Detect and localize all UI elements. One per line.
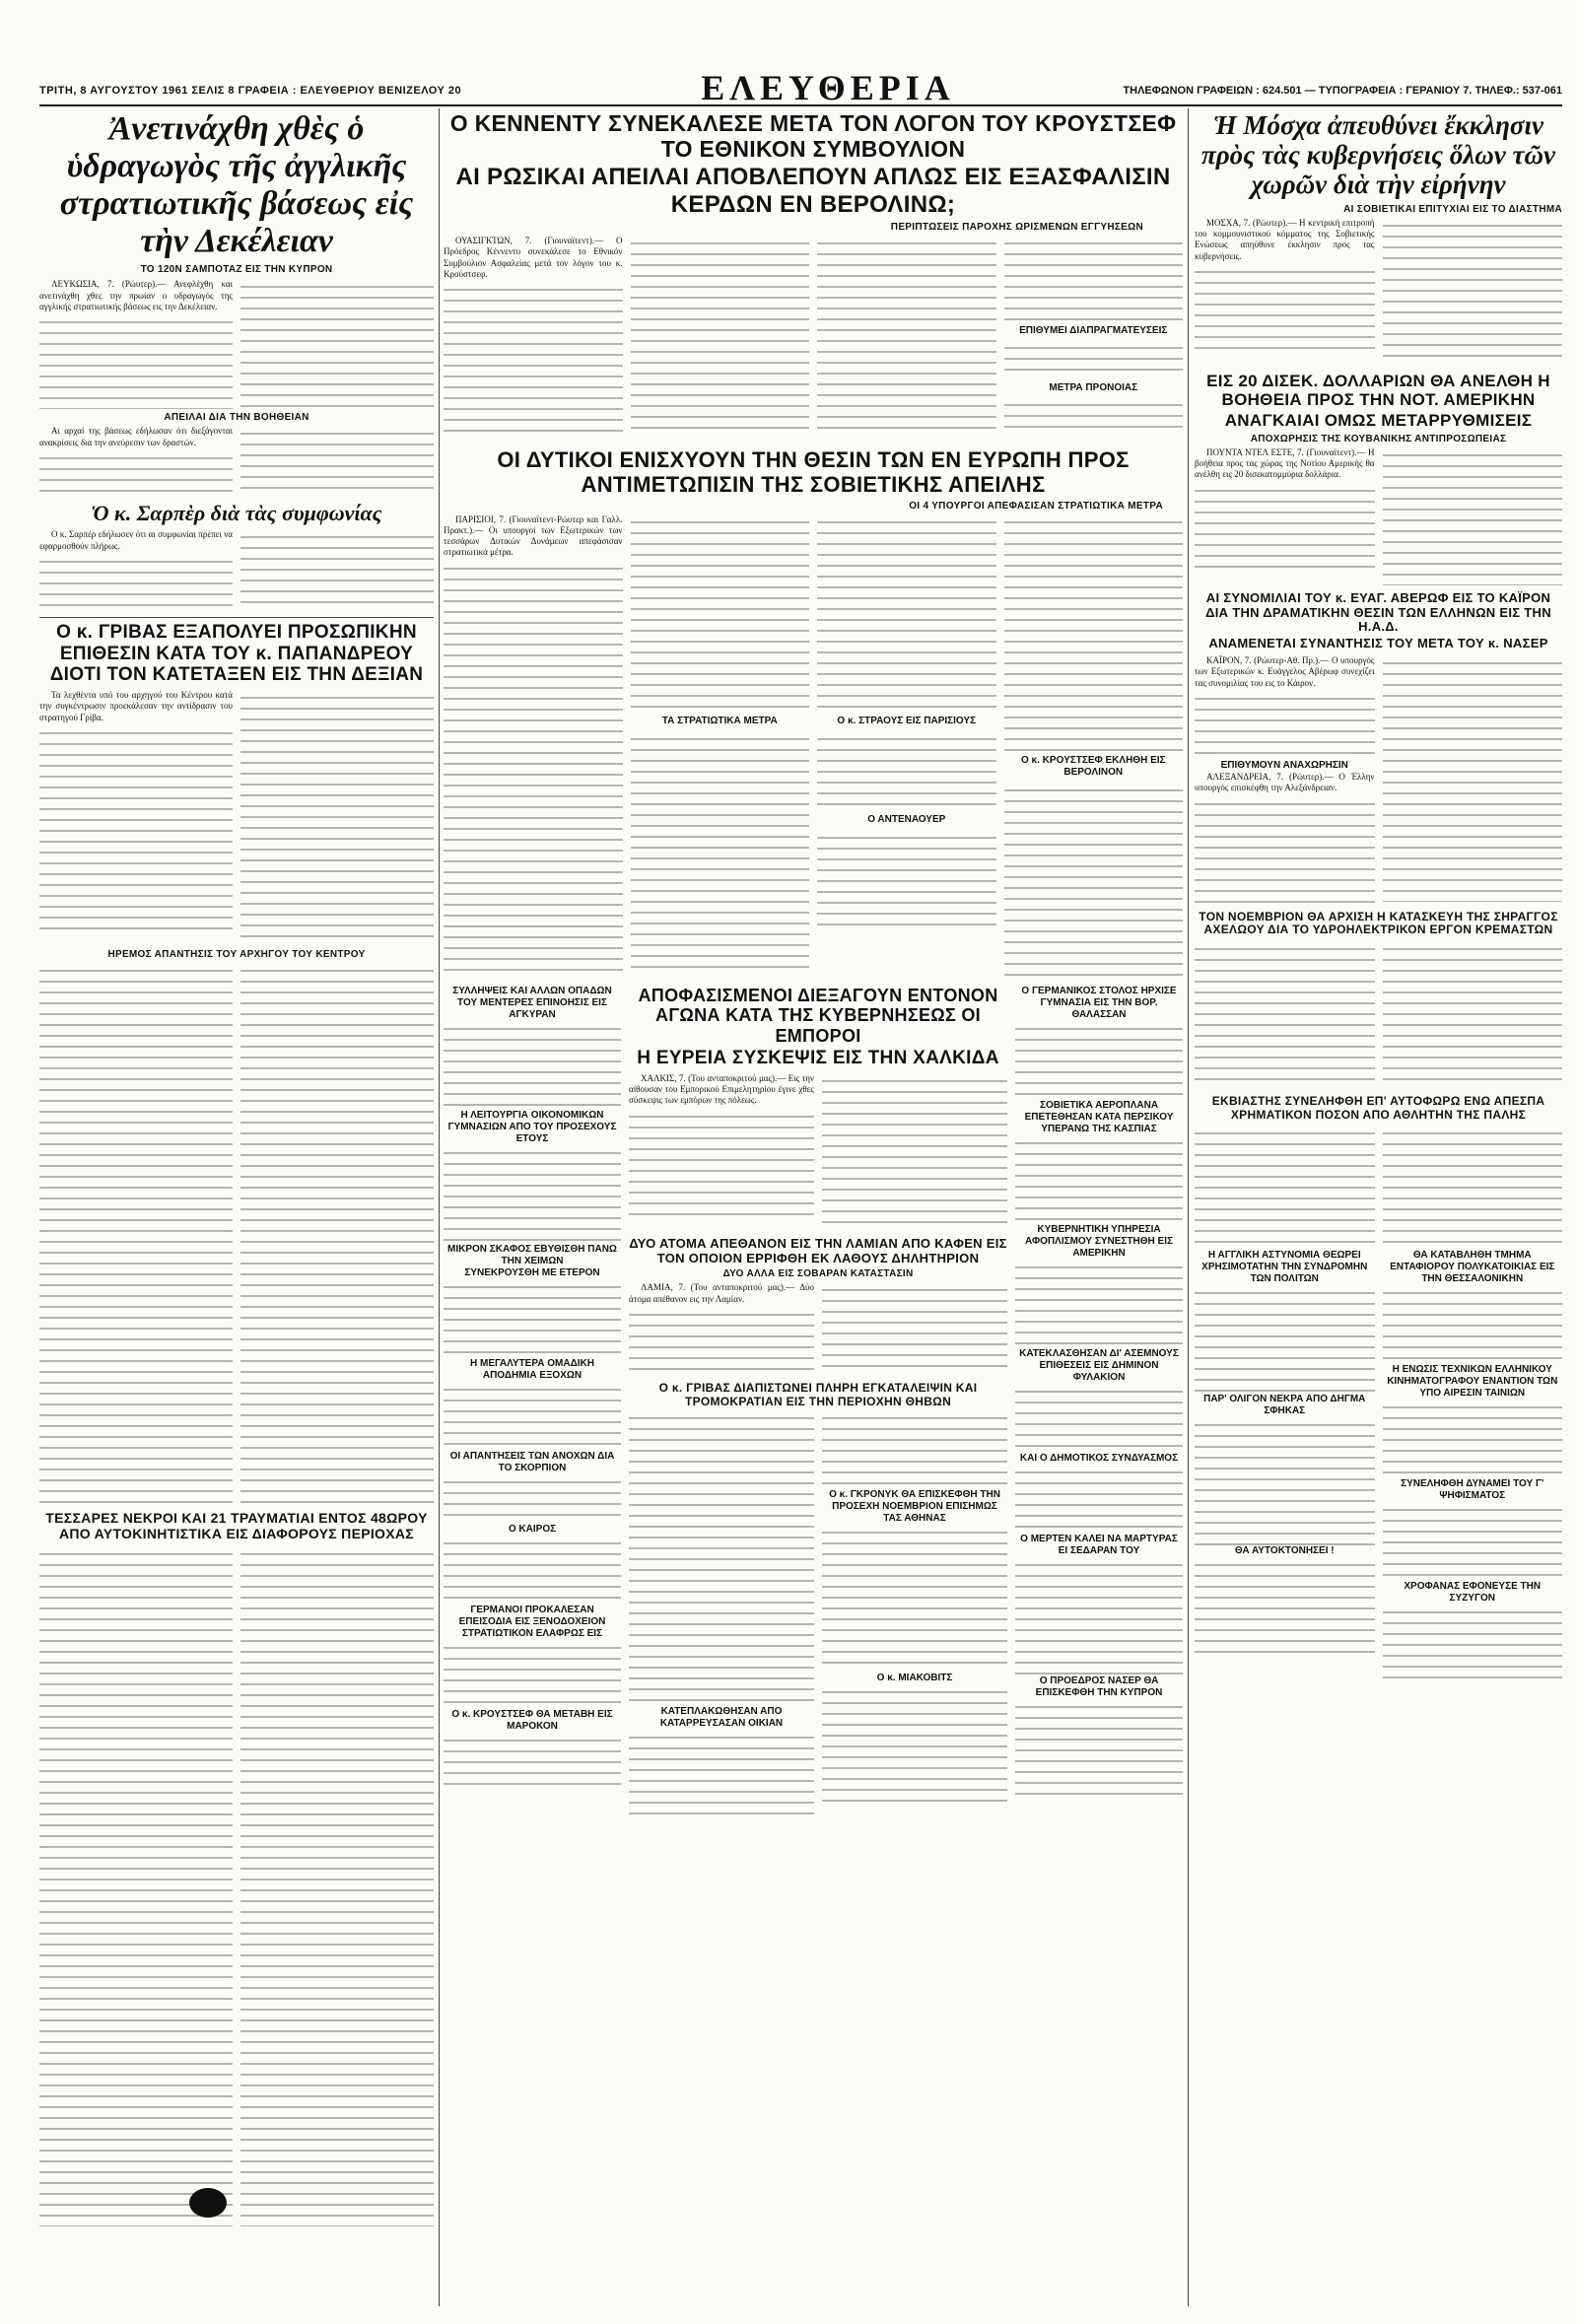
headline-road-accidents: ΤΕΣΣΑΡΕΣ ΝΕΚΡΟΙ ΚΑΙ 21 ΤΡΑΥΜΑΤΙΑΙ ΕΝΤΟΣ 48ΩΡΟΥ ΑΠΟ ΑΥΤΟΚΙΝΗΤΙΣΤΙΚΑ ΕΙΣ ΔΙΑΦΟΡΟΥΣ ΠΕΡΙΟΧΑΣ — [45, 1509, 428, 1541]
headline-acheloos-tunnel: ΤΟΝ ΝΟΕΜΒΡΙΟΝ ΘΑ ΑΡΧΙΣΗ Η ΚΑΤΑΣΚΕΥΗ ΤΗΣ ΣΗΡΑΓΓΟΣ ΑΧΕΛΩΟΥ ΔΙΑ ΤΟ ΥΔΡΟΗΛΕΚΤΡΙΚΟΝ ΕΡΓΟΝ ΚΡΕΜΑΣΤΩΝ — [1199, 909, 1558, 937]
subhead-sabotage: ΤΟ 120Ν ΣΑΜΠΟΤΑΖ ΕΙΣ ΤΗΝ ΚΥΠΡΟΝ — [140, 264, 333, 276]
subhead-adenauer: Ο ΑΝΤΕΝΑΟΥΕΡ — [867, 813, 946, 825]
headline-reforms: ΑΝΑΓΚΑΙΑΙ ΟΜΩΣ ΜΕΤΑΡΡΥΘΜΙΣΕΙΣ — [1224, 411, 1533, 431]
subhead-talks: ΕΠΙΘΥΜΕΙ ΔΙΑΠΡΑΓΜΑΤΕΥΣΕΙΣ — [1019, 325, 1168, 337]
headline-will-kill-self: ΘΑ ΑΥΤΟΚΤΟΝΗΣΕΙ ! — [1234, 1545, 1335, 1557]
headline-mijakovic: Ο κ. ΜΙΑΚΟΒΙΤΣ — [876, 1673, 953, 1684]
headline-wasp-sting: ΠΑΡ' ΟΛΙΓΟΝ ΝΕΚΡΑ ΑΠΟ ΔΗΓΜΑ ΣΦΗΚΑΣ — [1203, 1394, 1366, 1417]
subhead-cuban-walkout: ΑΠΟΧΩΡΗΣΙΣ ΤΗΣ ΚΟΥΒΑΝΙΚΗΣ ΑΝΤΙΠΡΟΣΩΠΕΙΑΣ — [1250, 433, 1507, 444]
ink-blot — [189, 2188, 227, 2218]
subhead-military-measures: ΤΑ ΣΤΡΑΤΙΩΤΙΚΑ ΜΕΤΡΑ — [661, 715, 778, 726]
subhead-departure: ΕΠΙΘΥΜΟΥΝ ΑΝΑΧΩΡΗΣΙΝ — [1220, 759, 1348, 771]
subhead-khrushchev-berlin: Ο κ. ΚΡΟΥΣΤΣΕΦ ΕΚΛΗΘΗ ΕΙΣ ΒΕΡΟΛΙΝΟΝ — [1020, 754, 1166, 778]
headline-western-europe: ΟΙ ΔΥΤΙΚΟΙ ΕΝΙΣΧΥΟΥΝ ΤΗΝ ΘΕΣΙΝ ΤΩΝ ΕΝ ΕΥΡΩΠΗ ΠΡΟΣ ΑΝΤΙΜΕΤΩΠΙΣΙΝ ΤΗΣ ΣΟΒΙΕΤΙΚΗΣ ΑΠΕΙΛΗΣ — [497, 447, 1130, 498]
headline-averoff-cairo: ΑΙ ΣΥΝΟΜΙΛΙΑΙ ΤΟΥ κ. ΕΥΑΓ. ΑΒΕΡΩΦ ΕΙΣ ΤΟ ΚΑΪΡΟΝ ΔΙΑ ΤΗΝ ΔΡΑΜΑΤΙΚΗΝ ΘΕΣΙΝ ΤΩΝ ΕΛΛΗΝΩΝ ΕΙΣ ΤΗΝ Η.Α.Δ. — [1205, 589, 1551, 635]
headline-moscow-appeal: Ἡ Μόσχα ἀπευθύνει ἔκκλησιν πρὸς τὰς κυβερνήσεις ὅλων τῶν χωρῶν διὰ τὴν εἰρήνην — [1201, 110, 1555, 200]
article-paragraph: Ο κ. Σαρπέρ εδήλωσεν ότι αι συμφωνίαι πρέπει να εφαρμοσθούν πλήρως. — [39, 529, 233, 551]
headline-dekeleia: Ἀνετινάχθη χθὲς ὁ ὑδραγωγὸς τῆς ἀγγλικῆς στρατιωτικῆς βάσεως εἰς τὴν Δεκέλειαν — [59, 110, 414, 260]
subhead-guarantees: ΠΕΡΙΠΤΩΣΕΙΣ ΠΑΡΟΧΗΣ ΩΡΙΣΜΕΝΩΝ ΕΓΓΥΗΣΕΩΝ — [890, 222, 1143, 234]
headline-nasser-cyprus: Ο ΠΡΟΕΔΡΟΣ ΝΑΣΕΡ ΘΑ ΕΠΙΣΚΕΦΘΗ ΤΗΝ ΚΥΠΡΟΝ — [1035, 1675, 1163, 1698]
article-paragraph: ΟΥΑΣΙΓΚΤΩΝ, 7. (Γιουναϊτεντ).— Ο Πρόεδρος Κέννεντυ συνεκάλεσε το Εθνικόν Συμβούλιον Ασφαλείας μετά τον λόγον του κ. Κρούστσεφ. — [444, 236, 623, 280]
subhead-center-leader: ΗΡΕΜΟΣ ΑΠΑΝΤΗΣΙΣ ΤΟΥ ΑΡΧΗΓΟΥ ΤΟΥ ΚΕΝΤΡΟΥ — [107, 948, 366, 960]
headline-disarmament-agency: ΚΥΒΕΡΝΗΤΙΚΗ ΥΠΗΡΕΣΙΑ ΑΦΟΠΛΙΣΜΟΥ ΣΥΝΕΣΤΗΘΗ ΕΙΣ ΑΜΕΡΙΚΗΝ — [1024, 1223, 1173, 1259]
headline-nasser-meeting: ΑΝΑΜΕΝΕΤΑΙ ΣΥΝΑΝΤΗΣΙΣ ΤΟΥ ΜΕΤΑ ΤΟΥ κ. ΝΑΣΕΡ — [1208, 636, 1548, 651]
subhead-strauss: Ο κ. ΣΤΡΑΟΥΣ ΕΙΣ ΠΑΡΙΣΙΟΥΣ — [837, 715, 977, 726]
article-paragraph: ΑΛΕΞΑΝΔΡΕΙΑ, 7. (Ρώυτερ).— Ο Έλλην υπουργός επισκέφθη την Αλεξάνδρειαν. — [1195, 771, 1375, 793]
headline-merchants: ΑΠΟΦΑΣΙΣΜΕΝΟΙ ΔΙΕΞΑΓΟΥΝ ΕΝΤΟΝΟΝ ΑΓΩΝΑ ΚΑΤΑ ΤΗΣ ΚΥΒΕΡΝΗΣΕΩΣ ΟΙ ΕΜΠΟΡΟΙ — [638, 985, 998, 1046]
headline-grivas: Ο κ. ΓΡΙΒΑΣ ΕΞΑΠΟΛΥΕΙ ΠΡΟΣΩΠΙΚΗΝ ΕΠΙΘΕΣΙΝ ΚΑΤΑ ΤΟΥ κ. ΠΑΠΑΝΔΡΕΟΥ ΔΙΟΤΙ ΤΟΝ ΚΑΤΕΤΑΞΕΝ ΕΙΣ ΤΗΝ ΔΕΞΙΑΝ — [49, 622, 424, 686]
headline-arrested-decree: ΣΥΝΕΛΗΦΘΗ ΔΥΝΑΜΕΙ ΤΟΥ Γ' ΨΗΦΙΣΜΑΤΟΣ — [1401, 1478, 1544, 1502]
subhead-4-ministers: ΟΙ 4 ΥΠΟΥΡΓΟΙ ΑΠΕΦΑΣΙΣΑΝ ΣΤΡΑΤΙΩΤΙΚΑ ΜΕΤΡΑ — [909, 500, 1163, 512]
center-column — [444, 110, 1183, 2308]
headline-municipal: ΚΑΙ Ο ΔΗΜΟΤΙΚΟΣ ΣΥΝΔΥΑΣΜΟΣ — [1019, 1452, 1179, 1464]
article-paragraph: ΛΕΥΚΩΣΙΑ, 7. (Ρώυτερ).— Ανεφλέχθη και ανετινάχθη χθες την πρωίαν ο υδραγωγός της αγγλικής στρατιωτικής βάσεως εις την Δεκέλειαν. — [39, 279, 233, 311]
subhead-two-serious: ΔΥΟ ΑΛΛΑ ΕΙΣ ΣΟΒΑΡΑΝ ΚΑΤΑΣΤΑΣΙΝ — [722, 1268, 914, 1280]
article-paragraph: ΜΟΣΧΑ, 7. (Ρώυτερ).— Η κεντρική επιτροπή του κομμουνιστικού κόμματος της Σοβιετικής Ενώσεως απηύθυνε έκκλησιν προς τας κυβερνήσεις. — [1195, 217, 1375, 261]
headline-merten: Ο ΜΕΡΤΕΝ ΚΑΛΕΙ ΝΑ ΜΑΡΤΥΡΑΣ ΕΙ ΣΕΔΑΡΑΝ ΤΟΥ — [1020, 1533, 1178, 1556]
newspaper-title: ΕΛΕΥΘΕΡΙΑ — [701, 68, 955, 107]
column-divider — [439, 108, 440, 2306]
headline-collapsed-house: ΚΑΤΕΠΛΑΚΩΘΗΣΑΝ ΑΠΟ ΚΑΤΑΡΡΕΥΣΑΣΑΝ ΟΙΚΙΑΝ — [659, 1706, 784, 1730]
headline-ankara-arrests: ΣΥΛΛΗΨΕΙΣ ΚΑΙ ΑΛΛΩΝ ΟΠΑΔΩΝ ΤΟΥ ΜΕΝΤΕΡΕΣ ΕΠΙΝΟΗΣΙΣ ΕΙΣ ΑΓΚΥΡΑΝ — [452, 985, 612, 1020]
headline-film-technicians: Η ΕΝΩΣΙΣ ΤΕΧΝΙΚΩΝ ΕΛΛΗΝΙΚΟΥ ΚΙΝΗΜΑΤΟΓΡΑΦΟΥ ΕΝΑΝΤΙΟΝ ΤΩΝ ΥΠΟ ΑΙΡΕΣΙΝ ΤΑΙΝΙΩΝ — [1387, 1364, 1558, 1400]
headline-lamia-poison: ΔΥΟ ΑΤΟΜΑ ΑΠΕΘΑΝΟΝ ΕΙΣ ΤΗΝ ΛΑΜΙΑΝ ΑΠΟ ΚΑΦΕΝ ΕΙΣ ΤΟΝ ΟΠΟΙΟΝ ΕΡΡΙΦΘΗ ΕΚ ΛΑΘΟΥΣ ΔΗΛΗΤΗΡΙΟΝ — [629, 1235, 1007, 1265]
headline-soviet-threats: ΑΙ ΡΩΣΙΚΑΙ ΑΠΕΙΛΑΙ ΑΠΟΒΛΕΠΟΥΝ ΑΠΛΩΣ ΕΙΣ ΕΞΑΣΦΑΛΙΣΙΝ ΚΕΡΔΩΝ ΕΝ ΒΕΡΟΛΙΝΩ; — [455, 164, 1171, 218]
headline-chalkida: Η ΕΥΡΕΙΑ ΣΥΣΚΕΨΙΣ ΕΙΣ ΤΗΝ ΧΑΛΚΙΔΑ — [637, 1048, 999, 1069]
subhead-collision: ΣΥΝΕΚΡΟΥΣΘΗ ΜΕ ΕΤΕΡΟΝ — [464, 1266, 600, 1278]
headline-grivas-thebes: Ο κ. ΓΡΙΒΑΣ ΔΙΑΠΙΣΤΩΝΕΙ ΠΛΗΡΗ ΕΓΚΑΤΑΛΕΙΨΙΝ ΚΑΙ ΤΡΟΜΟΚΡΑΤΙΑΝ ΕΙΣ ΤΗΝ ΠΕΡΙΟΧΗΝ ΘΗΒΩΝ — [658, 1380, 978, 1408]
headline-germans-incidents: ΓΕΡΜΑΝΟΙ ΠΡΟΚΑΛΕΣΑΝ ΕΠΕΙΣΟΔΙΑ ΕΙΣ ΞΕΝΟΔΟΧΕΙΟΝ ΣΤΡΑΤΙΩΤΙΚΟΝ ΕΛΑΦΡΩΣ ΕΙΣ — [458, 1604, 606, 1639]
headline-weather: Ο ΚΑΙΡΟΣ — [508, 1523, 557, 1535]
article-paragraph: ΚΑΪΡΟΝ, 7. (Ρώυτερ-Αθ. Πρ.).— Ο υπουργός των Εξωτερικών κ. Ευάγγελος Αβέρωφ συνεχίζει τας συνομιλίας του εις το Κάιρον. — [1195, 655, 1375, 688]
masthead — [39, 67, 1562, 107]
article-paragraph: ΠΑΡΙΣΙΟΙ, 7. (Γιουναϊτεντ-Ρώυτερ και Γαλλ. Πρακτ.).— Οι υπουργοί των Εξωτερικών των τεσσάρων Δυτικών Δυνάμεων απεφάσισαν στρατιωτικά μέτρα. — [444, 513, 623, 558]
headline-soviet-planes: ΣΟΒΙΕΤΙΚΑ ΑΕΡΟΠΛΑΝΑ ΕΠΕΤΕΘΗΣΑΝ ΚΑΤΑ ΠΕΡΣΙΚΟΥ ΥΠΕΡΑΝΩ ΤΗΣ ΚΑΣΠΙΑΣ — [1024, 1099, 1174, 1134]
headline-replies: ΟΙ ΑΠΑΝΤΗΣΕΙΣ ΤΩΝ ΑΝΟΧΩΝ ΔΙΑ ΤΟ ΣΚΟΡΠΙΟΝ — [449, 1450, 615, 1473]
headline-english-police: Η ΑΓΓΛΙΚΗ ΑΣΤΥΝΟΜΙΑ ΘΕΩΡΕΙ ΧΡΗΣΙΜΟΤΑΤΗΝ ΤΗΝ ΣΥΝΔΡΟΜΗΝ ΤΩΝ ΠΟΛΙΤΩΝ — [1201, 1250, 1368, 1285]
headline-khrushchev-morocco: Ο κ. ΚΡΟΥΣΤΣΕΦ ΘΑ ΜΕΤΑΒΗ ΕΙΣ ΜΑΡΟΚΟΝ — [451, 1708, 613, 1732]
subhead-threats: ΑΠΕΙΛΑΙ ΔΙΑ ΤΗΝ ΒΟΗΘΕΙΑΝ — [164, 412, 309, 424]
headline-kennedy: Ο ΚΕΝΝΕΝΤΥ ΣΥΝΕΚΑΛΕΣΕ ΜΕΤΑ ΤΟΝ ΛΟΓΟΝ ΤΟΥ ΚΡΟΥΣΤΣΕΦ ΤΟ ΕΘΝΙΚΟΝ ΣΥΜΒΟΥΛΙΟΝ — [449, 110, 1177, 163]
column-divider — [1188, 108, 1189, 2306]
article-paragraph: ΠΟΥΝΤΑ ΝΤΕΛ ΕΣΤΕ, 7. (Γιουναϊτεντ).— Η βοήθεια προς τας χώρας της Νοτίου Αμερικής θα ανέλθη εις 20 δισεκατομμύρια δολλάρια. — [1195, 446, 1375, 480]
phones-line: ΤΗΛΕΦΩΝΟΝ ΓΡΑΦΕΙΩΝ : 624.501 — ΤΥΠΟΓΡΑΦΕΙΑ : ΓΕΡΑΝΙΟΥ 7. ΤΗΛΕΦ.: 537-061 — [1123, 85, 1562, 97]
subhead-precautions: ΜΕΤΡΑ ΠΡΟΝΟΙΑΣ — [1049, 382, 1138, 394]
right-column — [1195, 110, 1562, 2308]
headline-husband-killed: ΧΡΟΦΑΝΑΣ ΕΦΟΝΕΥΣΕ ΤΗΝ ΣΥΖΥΓΟΝ — [1404, 1581, 1542, 1605]
headline-economic-gymnasia: Η ΛΕΙΤΟΥΡΓΙΑ ΟΙΚΟΝΟΜΙΚΩΝ ΓΥΜΝΑΣΙΩΝ ΑΠΟ ΤΟΥ ΠΡΟΣΕΧΟΥΣ ΕΤΟΥΣ — [447, 1109, 617, 1144]
article-paragraph: Τα λεχθέντα υπό του αρχηγού του Κέντρου κατά την συγκέντρωσιν προεκάλεσαν την αντίδρασιν του στρατηγού Γρίβα. — [39, 689, 233, 722]
headline-attacks-guardhouse: ΚΑΤΕΚΛΑΣΘΗΣΑΝ ΔΙ' ΑΣΕΜΝΟΥΣ ΕΠΙΘΕΣΕΙΣ ΕΙΣ ΔΗΜΙΝΟΝ ΦΥΛΑΚΙΟΝ — [1019, 1347, 1179, 1383]
masthead-rule — [39, 104, 1562, 106]
headline-thessaloniki-building: ΘΑ ΚΑΤΑΒΛΗΘΗ ΤΜΗΜΑ ΕΝΤΑΦΙΟΡΟΥ ΠΟΛΥΚΑΤΟΙΚΙΑΣ ΕΙΣ ΤΗΝ ΘΕΣΣΑΛΟΝΙΚΗΝ — [1390, 1250, 1555, 1285]
article-paragraph: Αι αρχαί της βάσεως εδήλωσαν ότι διεξάγονται ανακρίσεις δια την ανεύρεσιν των δραστών. — [39, 426, 233, 447]
subhead-space: ΑΙ ΣΟΒΙΕΤΙΚΑΙ ΕΠΙΤΥΧΙΑΙ ΕΙΣ ΤΟ ΔΙΑΣΤΗΜΑ — [1343, 203, 1562, 215]
headline-boat-sank: ΜΙΚΡΟΝ ΣΚΑΦΟΣ ΕΒΥΘΙΣΘΗ ΠΑΝΩ ΤΗΝ ΧΕΙΜΩΝ — [447, 1243, 617, 1266]
headline-sarper: Ὁ κ. Σαρπὲρ διὰ τὰς συμφωνίας — [91, 500, 382, 525]
headline-20-billion: ΕΙΣ 20 ΔΙΣΕΚ. ΔΟΛΛΑΡΙΩΝ ΘΑ ΑΝΕΛΘΗ Η ΒΟΗΘΕΙΑ ΠΡΟΣ ΤΗΝ ΝΟΤ. ΑΜΕΡΙΚΗΝ — [1206, 371, 1550, 410]
article-paragraph: ΛΑΜΙΑ, 7. (Του ανταποκριτού μας).— Δύο άτομα απέθανον εις την Λαμίαν. — [629, 1282, 814, 1304]
left-column — [39, 110, 434, 2308]
headline-gronyk-visit: Ο κ. ΓΚΡΟΝΥΚ ΘΑ ΕΠΙΣΚΕΦΘΗ ΤΗΝ ΠΡΟΣΕΧΗ ΝΟΕΜΒΡΙΟΝ ΕΠΙΣΗΜΩΣ ΤΑΣ ΑΘΗΝΑΣ — [829, 1489, 1000, 1525]
headline-german-fleet: Ο ΓΕΡΜΑΝΙΚΟΣ ΣΤΟΛΟΣ ΗΡΧΙΣΕ ΓΥΜΝΑΣΙΑ ΕΙΣ ΤΗΝ ΒΟΡ. ΘΑΛΑΣΣΑΝ — [1021, 985, 1177, 1020]
headline-excursion: Η ΜΕΓΑΛΥΤΕΡΑ ΟΜΑΔΙΚΗ ΑΠΟΔΗΜΙΑ ΕΞΟΧΩΝ — [469, 1357, 595, 1381]
headline-blackmailer: ΕΚΒΙΑΣΤΗΣ ΣΥΝΕΛΗΦΘΗ ΕΠ' ΑΥΤΟΦΩΡΩ ΕΝΩ ΑΠΕΣΠΑ ΧΡΗΜΑΤΙΚΟΝ ΠΟΣΟΝ ΑΠΟ ΑΘΛΗΤΗΝ ΤΗΣ ΠΑΛΗΣ — [1211, 1093, 1545, 1122]
article-paragraph: ΧΑΛΚΙΣ, 7. (Του ανταποκριτού μας).— Εις την αίθουσαν του Εμπορικού Επιμελητηρίου έγινε χθες σύσκεψις των εμπόρων της πόλεως. — [629, 1072, 814, 1106]
date-line: ΤΡΙΤΗ, 8 ΑΥΓΟΥΣΤΟΥ 1961 ΣΕΛΙΣ 8 ΓΡΑΦΕΙΑ : ΕΛΕΥΘΕΡΙΟΥ ΒΕΝΙΖΕΛΟΥ 20 — [39, 85, 462, 97]
